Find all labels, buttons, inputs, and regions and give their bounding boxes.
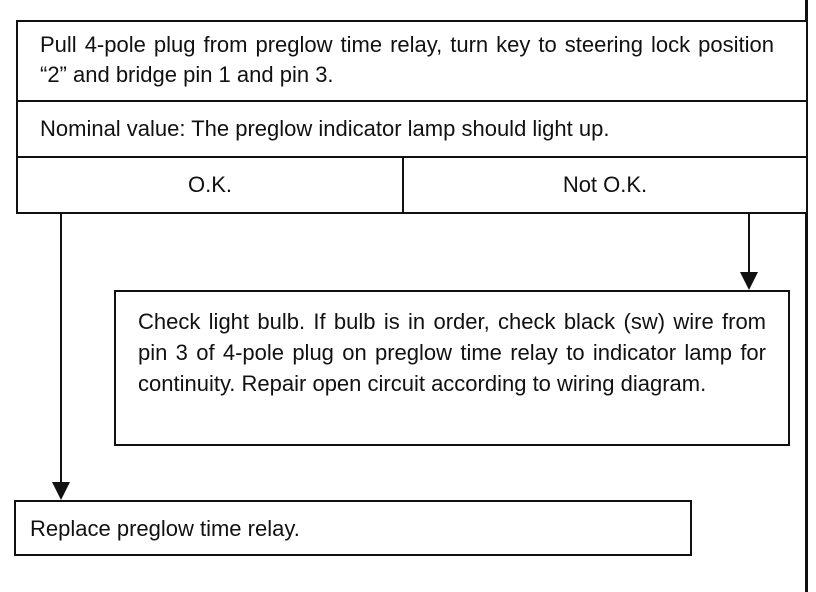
check-bulb-box — [114, 290, 790, 446]
step-pull-plug-box — [16, 20, 808, 102]
check-bulb-text: Check light bulb. If bulb is in order, check black (sw) wire from pin 3 of 4-pole plug on preglow time relay to indicator lamp for continuity. Repair open circuit according to wiring diagram. — [138, 309, 766, 396]
ok-arrow-head — [52, 482, 70, 500]
ok-connector-line — [60, 212, 62, 482]
result-row — [16, 156, 808, 214]
nominal-value-text: Nominal value: The preglow indicator lamp should light up. — [40, 116, 610, 141]
replace-relay-box — [14, 500, 692, 556]
not-ok-connector-line — [748, 212, 750, 272]
step-pull-plug-text: Pull 4-pole plug from preglow time relay, turn key to steering lock position “2” and bridge pin 1 and pin 3. — [40, 32, 774, 87]
ok-label: O.K. — [187, 172, 232, 197]
not-ok-label: Not O.K. — [562, 172, 648, 197]
not-ok-arrow-head — [740, 272, 758, 290]
replace-relay-text: Replace preglow time relay. — [30, 516, 300, 541]
nominal-value-box — [16, 100, 808, 158]
